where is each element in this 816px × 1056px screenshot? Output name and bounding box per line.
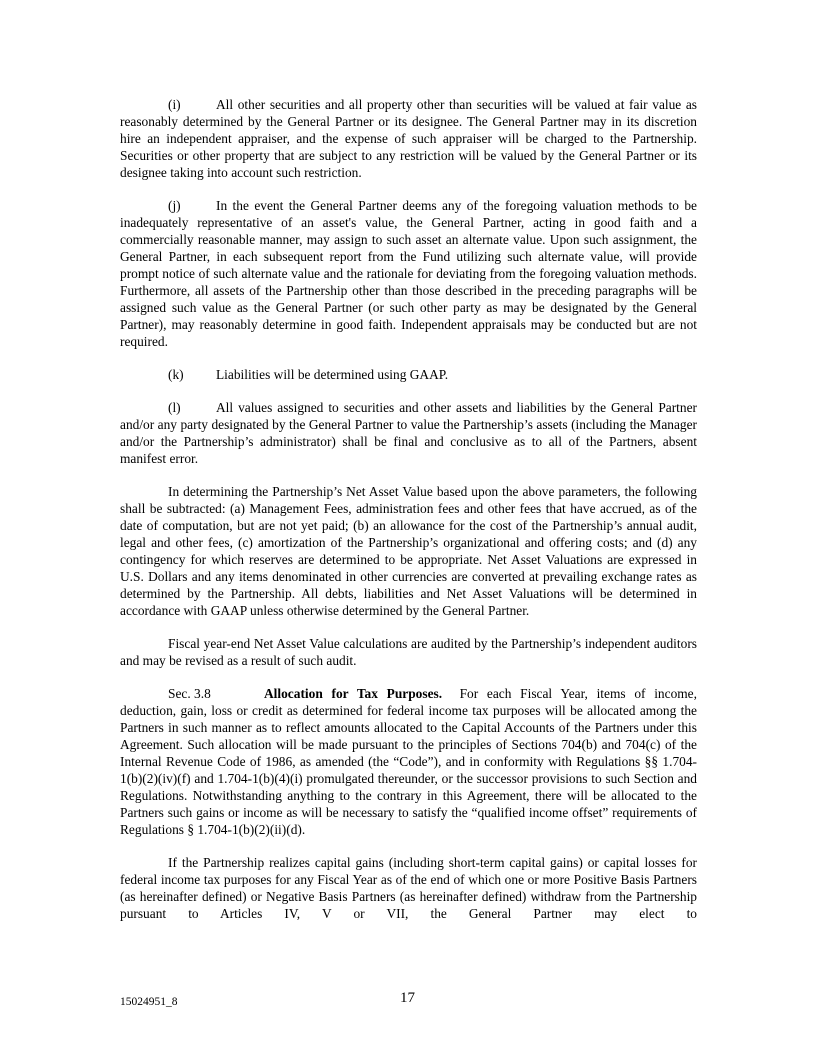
paragraph-text: If the Partnership realizes capital gains (including short-term capital gains) or capital losses for federal income tax purposes for any Fiscal Year as of the end of which one or more Positive Basis Partners (as hereinafter defined) or Negative Basis Partners (as hereinafter defined) withdraw from the Partnership pursuant to Articles IV, V or VII, the General Partner may elect to	[120, 855, 697, 921]
paragraph-label: (l)	[168, 400, 181, 415]
paragraph-l	[120, 399, 697, 467]
page-number: 17	[400, 990, 415, 1006]
paragraph-capital-gains	[120, 854, 697, 922]
paragraph-text: Liabilities will be determined using GAAP.	[216, 367, 449, 382]
paragraph-text: All other securities and all property other than securities will be valued at fair value as reasonably determined by the General Partner or its designee. The General Partner may in its discretion hire an independent appraiser, and the expense of such appraiser will be charged to the Partnership. Securities or other property that are subject to any restriction will be valued by the General Partner or its designee taking into account such restriction.	[120, 97, 697, 180]
paragraph-text: In the event the General Partner deems any of the foregoing valuation methods to be inadequately representative of an asset's value, the General Partner, acting in good faith and a commercially reasonable manner, may assign to such asset an alternate value. Upon such assignment, the General Partner, in each subsequent report from the Fund utilizing such alternate value, will provide prompt notice of such alternate value and the rationale for deviating from the foregoing valuation methods. Furthermore, all assets of the Partnership other than those described in the preceding paragraphs will be assigned such value as the General Partner (or such other party as may be designated by the General Partner), may reasonably determine in good faith. Independent appraisals may be conducted but are not required.	[120, 198, 697, 349]
footer-document-id: 15024951_8	[120, 996, 178, 1008]
paragraph-label: (j)	[168, 198, 181, 213]
paragraph-text: All values assigned to securities and other assets and liabilities by the General Partner and/or any party designated by the General Partner to value the Partnership’s assets (including the Manager and/or the Partnership’s administrator) shall be final and conclusive as to all of the Partners, absent manifest error.	[120, 400, 697, 466]
section-heading: Allocation for Tax Purposes.	[264, 686, 443, 701]
paragraph-text: In determining the Partnership’s Net Asset Value based upon the above parameters, the following shall be subtracted: (a) Management Fees, administration fees and other fees that have accrued, as of the date of computation, but are not yet paid; (b) an allowance for the cost of the Partnership’s annual audit, legal and other fees, (c) amortization of the Partnership’s organizational and offering costs; and (d) any contingency for which reserves are determined to be appropriate. Net Asset Valuations are expressed in U.S. Dollars and any items denominated in other currencies are converted at prevailing exchange rates as determined by the Partnership. All debts, liabilities and Net Asset Valuations will be determined in accordance with GAAP unless otherwise determined by the General Partner.	[120, 484, 697, 618]
section-3-8	[120, 685, 697, 838]
paragraph-i	[120, 96, 697, 181]
paragraph-k	[120, 366, 697, 383]
paragraph-text: Fiscal year-end Net Asset Value calculations are audited by the Partnership’s independent auditors and may be revised as a result of such audit.	[120, 636, 697, 668]
paragraph-net-asset-value	[120, 483, 697, 619]
document-body	[120, 96, 697, 938]
paragraph-fiscal-year-end	[120, 635, 697, 669]
paragraph-j	[120, 197, 697, 350]
section-number: Sec. 3.8	[168, 686, 211, 701]
paragraph-label: (i)	[168, 97, 181, 112]
paragraph-text: For each Fiscal Year, items of income, deduction, gain, loss or credit as determined for federal income tax purposes will be allocated among the Partners in such manner as to reflect amounts allocated to the Capital Accounts of the Partners under this Agreement. Such allocation will be made pursuant to the principles of Sections 704(b) and 704(c) of the Internal Revenue Code of 1986, as amended (the “Code”), and in conformity with Regulations §§ 1.704-1(b)(2)(iv)(f) and 1.704-1(b)(4)(i) promulgated thereunder, or the successor provisions to such Section and Regulations. Notwithstanding anything to the contrary in this Agreement, there will be allocated to the Partners such gains or income as will be necessary to satisfy the “qualified income offset” requirements of Regulations § 1.704-1(b)(2)(ii)(d).	[120, 686, 697, 837]
paragraph-label: (k)	[168, 367, 184, 382]
